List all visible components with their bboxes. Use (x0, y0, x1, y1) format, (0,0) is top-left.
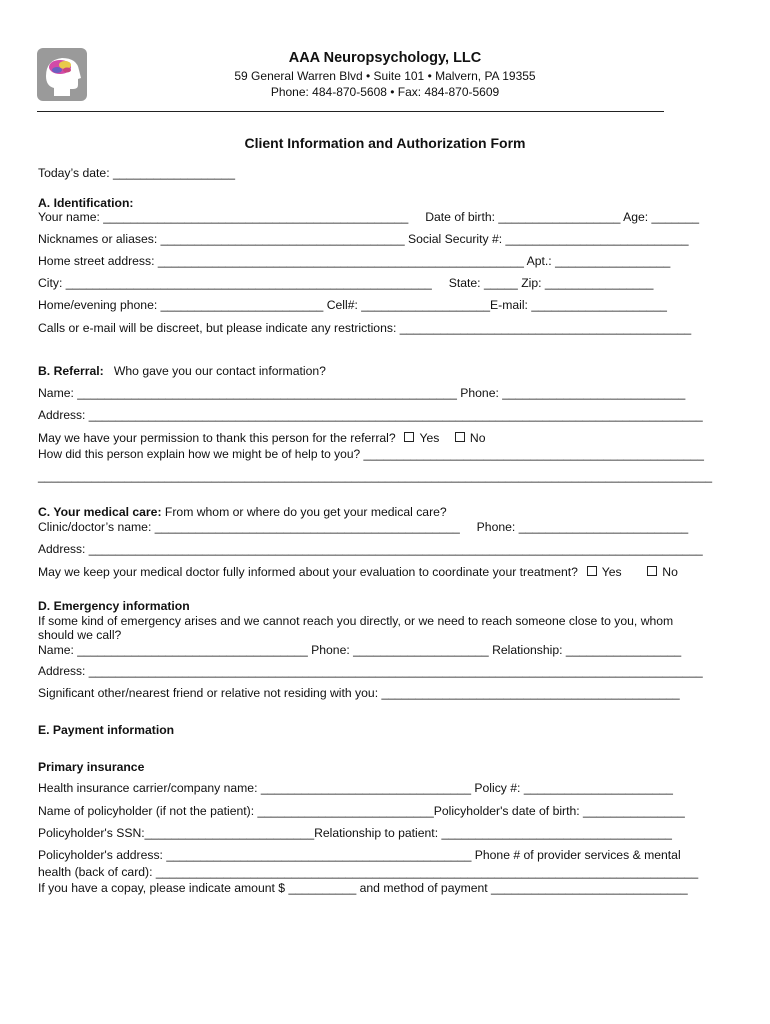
section-referral-heading: B. Referral: (38, 364, 104, 378)
brain-head-logo (37, 48, 87, 101)
emergency-instructions-line2: should we call? (38, 628, 122, 642)
name-dob-age-fields[interactable]: Your name: _____________________________________________ Date of birth: __________________ Age: _______ (38, 210, 699, 224)
policyholder-address-provider-phone-fields[interactable]: Policyholder's address: _____________________________________________ Phone # of provider services & mental (38, 848, 681, 862)
organization-name: AAA Neuropsychology, LLC (288, 50, 482, 66)
organization-address: 59 General Warren Blvd • Suite 101 • Malvern, PA 19355 (234, 69, 536, 83)
contact-restrictions-field[interactable]: Calls or e-mail will be discreet, but please indicate any restrictions: ___________________________________________ (38, 321, 692, 335)
medical-no-checkbox[interactable] (647, 566, 657, 576)
emergency-instructions-line1: If some kind of emergency arises and we cannot reach you directly, or we need to reach someone close to you, whom (38, 614, 674, 628)
referral-no-checkbox[interactable] (455, 432, 465, 442)
policyholder-name-dob-fields[interactable]: Name of policyholder (if not the patient): __________________________Policyholder's date of birth: _______________ (38, 804, 685, 818)
street-apt-fields[interactable]: Home street address: ______________________________________________________ Apt.: _________________ (38, 254, 671, 268)
section-medical-row (38, 505, 447, 519)
primary-insurance-heading: Primary insurance (38, 760, 145, 774)
section-identification-heading: A. Identification: (38, 196, 134, 210)
medical-question: From whom or where do you get your medical care? (164, 505, 447, 519)
aliases-ssn-fields[interactable]: Nicknames or aliases: ____________________________________ Social Security #: ___________________________ (38, 232, 689, 246)
section-medical-heading: C. Your medical care: (38, 505, 162, 519)
medical-no-label: No (662, 565, 678, 579)
referral-address-field[interactable]: Address: ____________________________________________________________________________________________ (38, 408, 703, 422)
insurance-carrier-policy-fields[interactable]: Health insurance carrier/company name: _______________________________ Policy #: ______________________ (38, 781, 673, 795)
medical-yes-checkbox[interactable] (587, 566, 597, 576)
emergency-address-field[interactable]: Address: ____________________________________________________________________________________________ (38, 664, 703, 678)
referral-name-phone-fields[interactable]: Name: ________________________________________________________ Phone: ___________________________ (38, 386, 686, 400)
medical-address-field[interactable]: Address: ____________________________________________________________________________________________ (38, 542, 703, 556)
copay-amount-method-fields[interactable]: If you have a copay, please indicate amount $ __________ and method of payment _____________________________ (38, 881, 688, 895)
todays-date-field[interactable]: Today’s date: __________________ (38, 166, 235, 180)
referral-explain-continued-field[interactable]: _____________________________________________________________________________________________________ (38, 469, 713, 483)
medical-inform-row (38, 565, 678, 579)
header-divider (37, 111, 664, 112)
phone-cell-email-fields[interactable]: Home/evening phone: ________________________ Cell#: ___________________E-mail: ____________________ (38, 298, 667, 312)
form-title: Client Information and Authorization Form (244, 135, 526, 151)
significant-other-field[interactable]: Significant other/nearest friend or relative not residing with you: ____________________________________________ (38, 686, 680, 700)
referral-question: Who gave you our contact information? (113, 364, 326, 378)
section-emergency-heading: D. Emergency information (38, 599, 190, 613)
referral-explain-field[interactable]: How did this person explain how we might be of help to you? ___________________________________________________ (38, 447, 704, 461)
emergency-name-phone-relationship-fields[interactable]: Name: __________________________________ Phone: ____________________ Relationship: _________________ (38, 643, 682, 657)
section-referral-row (38, 364, 326, 378)
policyholder-ssn-relationship-fields[interactable]: Policyholder's SSN:_________________________Relationship to patient: __________________________________ (38, 826, 672, 840)
clinic-doctor-phone-fields[interactable]: Clinic/doctor’s name: _____________________________________________ Phone: _________________________ (38, 520, 689, 534)
city-state-zip-fields[interactable]: City: ______________________________________________________ State: _____ Zip: ________________ (38, 276, 654, 290)
section-payment-heading: E. Payment information (38, 723, 175, 737)
referral-permission-row (38, 431, 485, 445)
referral-yes-label: Yes (419, 431, 440, 445)
medical-yes-label: Yes (601, 565, 622, 579)
referral-no-label: No (469, 431, 486, 445)
health-back-of-card-field[interactable]: health (back of card): ________________________________________________________________________________ (38, 865, 699, 879)
referral-yes-checkbox[interactable] (404, 432, 414, 442)
referral-permission-question: May we have your permission to thank this person for the referral? (38, 431, 396, 445)
medical-inform-question: May we keep your medical doctor fully informed about your evaluation to coordinate your treatment? (38, 565, 578, 579)
organization-phone-fax: Phone: 484-870-5608 • Fax: 484-870-5609 (270, 85, 500, 99)
